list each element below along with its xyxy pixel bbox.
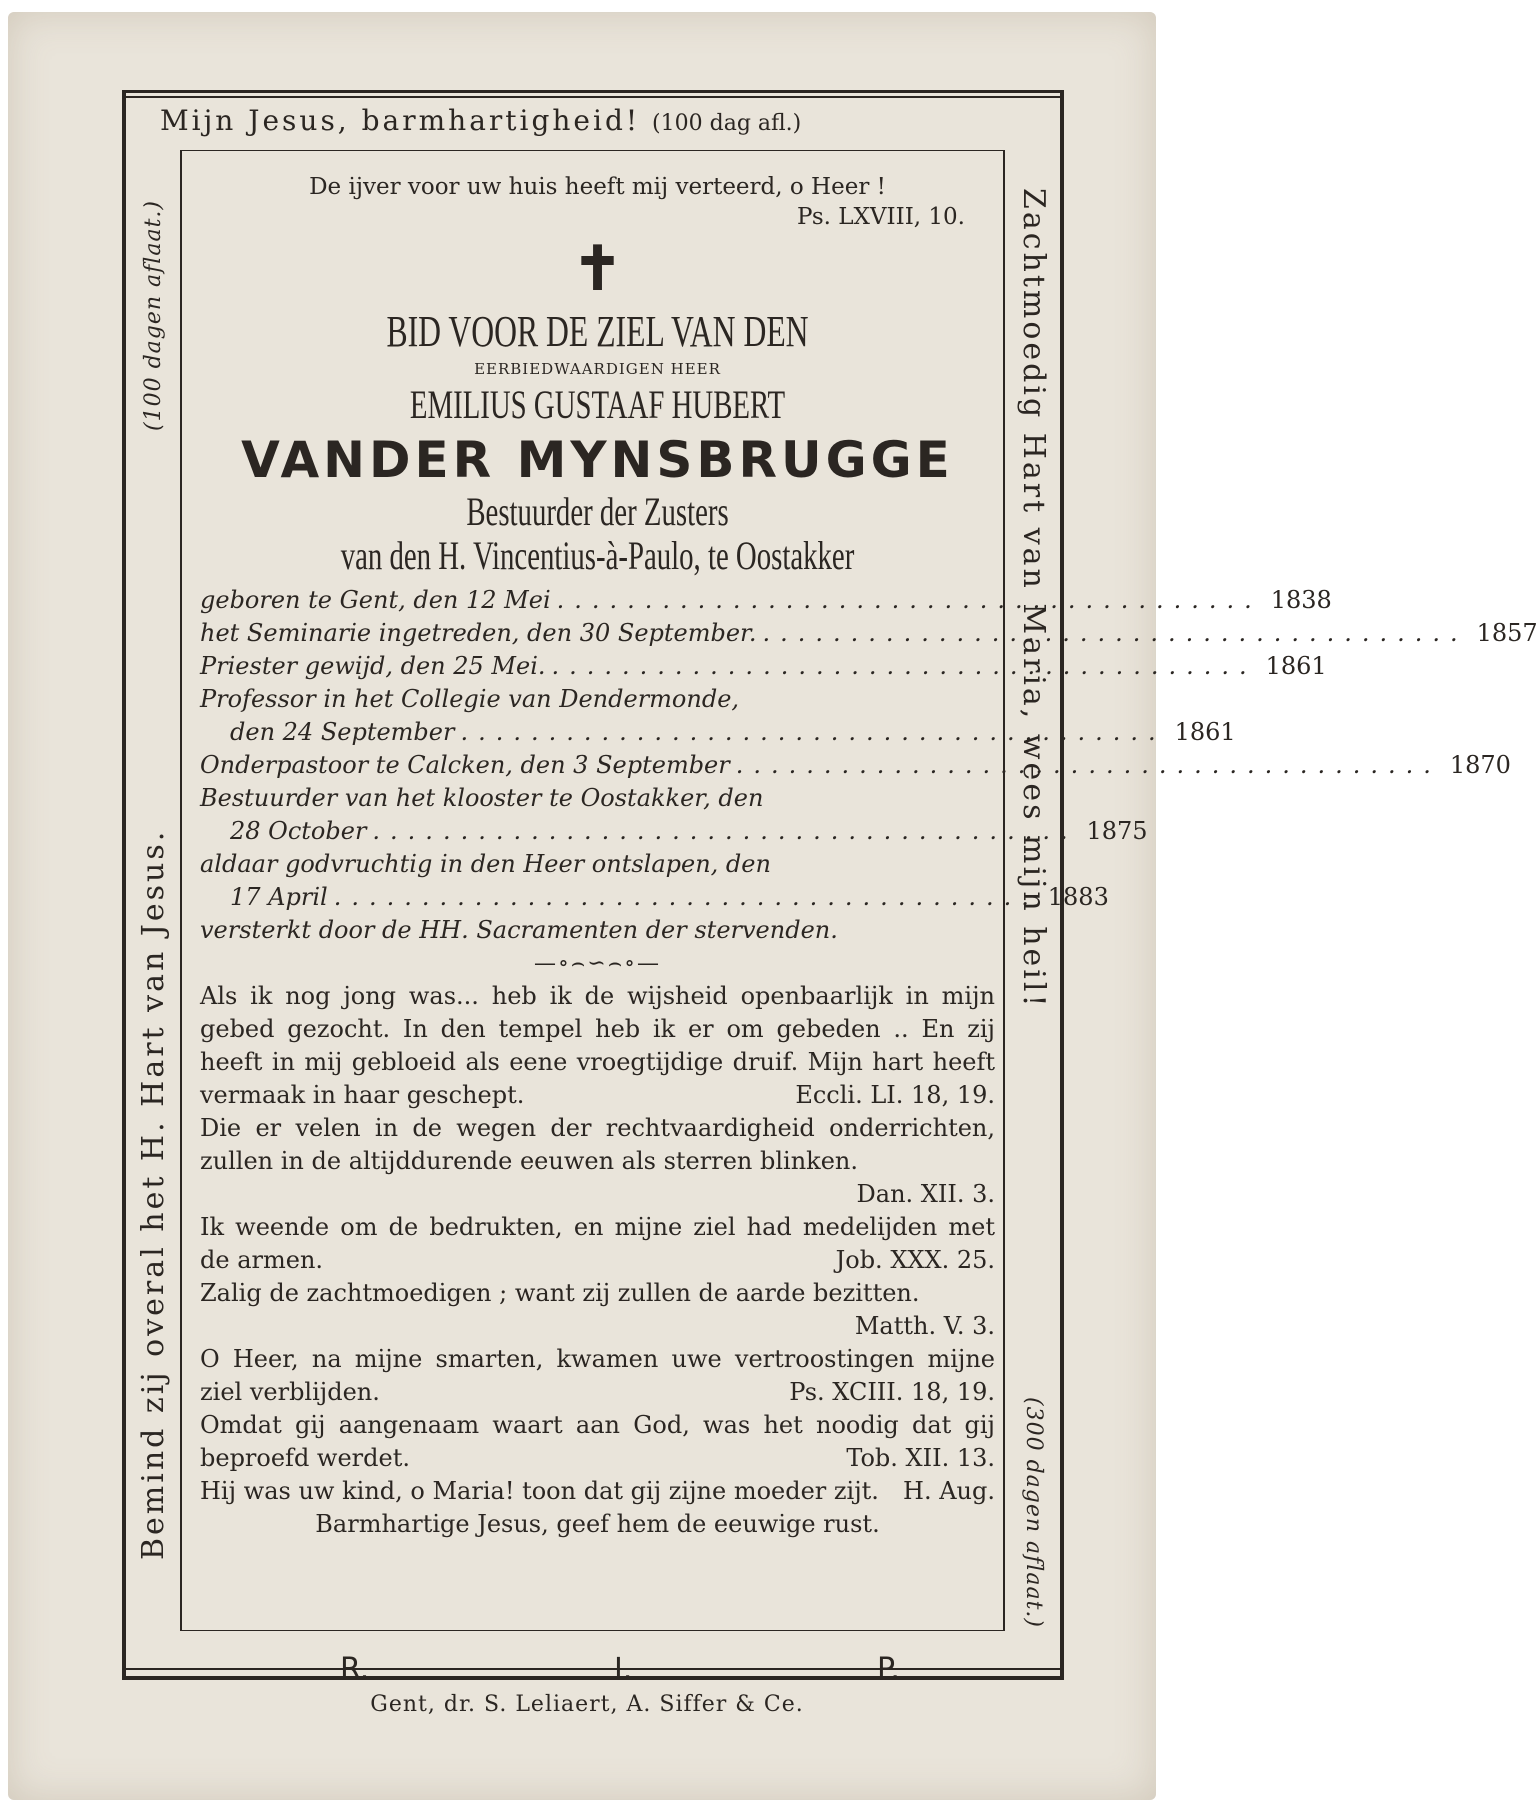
verse-text: O Heer, na mijne smarten, kwamen uwe vertroostingen mijne ziel verblijden.: [200, 1345, 995, 1406]
rip-i: I.: [613, 1652, 633, 1687]
life-events: [200, 584, 1538, 947]
event-row: [200, 617, 1538, 650]
frame-top-inner: [122, 96, 1064, 98]
heading-name2: VANDER MYNSBRUGGE: [241, 431, 954, 489]
event-text: versterkt door de HH. Sacramenten der stervenden.: [200, 916, 838, 944]
heading-line2: EERBIEDWAARDIGEN HEER: [474, 360, 721, 378]
frame-left-text: [132, 200, 176, 1560]
frame-right-note: (300 dagen aflaat.): [1021, 1397, 1046, 1628]
event-row: [200, 914, 995, 947]
verse-ref: Ps. XCIII. 18, 19.: [789, 1378, 995, 1406]
event-year: 1861: [1174, 718, 1236, 746]
event-year: 1838: [1270, 586, 1332, 614]
event-leader: ........................................: [551, 652, 1257, 680]
event-year: 1875: [1086, 817, 1148, 845]
verse-ref: Job. XXX. 25.: [835, 1246, 995, 1274]
event-row: [200, 815, 1148, 848]
event-text: Priester gewijd, den 25 Mei.: [200, 652, 546, 680]
verse-text: Hij was uw kind, o Maria! toon dat gij zijne moeder zijt.: [200, 1477, 879, 1505]
verse-ref: H. Aug.: [903, 1477, 995, 1505]
verse: [200, 1409, 995, 1475]
frame-left-note: (100 dagen aflaat.): [141, 200, 166, 431]
heading-title2: van den H. Vincentius-à-Paulo, te Oostakker: [340, 533, 855, 578]
epigraph-text: De ijver voor uw huis heeft mij verteerd, o Heer !: [309, 174, 886, 200]
event-text: het Seminarie ingetreden, den 30 September.: [200, 619, 757, 647]
event-row: [200, 782, 995, 815]
verse: [200, 980, 995, 1112]
frame-left-label: Bemind zij overal het H. Hart van Jesus.: [136, 828, 171, 1560]
event-leader: ........................................: [333, 883, 1039, 911]
event-row: [200, 848, 995, 881]
heading-line1: BID VOOR DE ZIEL VAN DEN: [386, 307, 809, 356]
heading-name1: EMILIUS GUSTAAF HUBERT: [409, 382, 786, 427]
frame-top-label: Mijn Jesus, barmhartigheid!: [160, 104, 641, 137]
event-row: [200, 650, 1327, 683]
event-text: aldaar godvruchtig in den Heer ontslapen, den: [200, 850, 771, 878]
cross-icon: ✝: [572, 234, 623, 304]
event-row: [200, 881, 1109, 914]
epigraph: [200, 172, 995, 232]
event-text: 17 April: [230, 883, 328, 911]
frame-right-label: Zachtmoedig Hart van Maria, wees mijn heil!: [1016, 188, 1051, 1010]
verse-ref: Matth. V. 3.: [854, 1312, 995, 1340]
event-text: Professor in het Collegie van Dendermonde,: [200, 685, 740, 713]
verse-text: Omdat gij aangenaam waart aan God, was het noodig dat gij beproefd werdet.: [200, 1411, 995, 1472]
event-text: Onderpastoor te Calcken, den 3 September: [200, 751, 730, 779]
event-text: geboren te Gent, den 12 Mei: [200, 586, 551, 614]
event-row: [200, 749, 1511, 782]
event-year: 1883: [1047, 883, 1109, 911]
verse: [200, 1475, 995, 1508]
event-row: [200, 584, 1332, 617]
event-year: 1870: [1449, 751, 1511, 779]
rip-line: [340, 1652, 900, 1687]
event-leader: ........................................: [556, 586, 1262, 614]
verse-ref: Dan. XII. 3.: [856, 1180, 995, 1208]
verse: [200, 1277, 995, 1340]
ornament-divider: —∘⌢∽⌢∘—: [534, 951, 661, 976]
event-row: [200, 716, 1236, 749]
frame-left-inner: [180, 150, 182, 1630]
frame-content-top: [180, 150, 1005, 151]
frame-left-outer: [122, 90, 126, 1680]
event-year: 1861: [1265, 652, 1327, 680]
frame-content-bottom: [180, 1630, 1005, 1631]
verse-ref: Eccli. LI. 18, 19.: [795, 1081, 995, 1109]
event-leader: ........................................: [762, 619, 1468, 647]
rip-r: R.: [340, 1652, 370, 1687]
event-year: 1857: [1476, 619, 1538, 647]
verse-text: Als ik nog jong was... heb ik de wijsheid openbaarlijk in mijn gebed gezocht. In den tempel heb ik er om gebeden .. En zij heeft in mij gebloeid als eene vroegtijdige druif. Mijn hart heeft vermaak in haar geschept.: [200, 982, 995, 1109]
verse-text: Die er velen in de wegen der rechtvaardigheid onderrichten, zullen in de altijddurende eeuwen als sterren blinken.: [200, 1114, 995, 1175]
frame-top-text: [160, 104, 1040, 148]
scripture-verses: [200, 980, 995, 1541]
verse: [200, 1112, 995, 1208]
event-row: [200, 683, 995, 716]
event-leader: ........................................: [460, 718, 1166, 746]
heading-title1: Bestuurder der Zusters: [466, 489, 729, 534]
verse-ref: Tob. XII. 13.: [846, 1444, 995, 1472]
printer-imprint: Gent, dr. S. Leliaert, A. Siffer & Ce.: [370, 1692, 804, 1717]
event-leader: ........................................: [735, 751, 1441, 779]
closing-prayer: Barmhartige Jesus, geef hem de eeuwige rust.: [315, 1510, 880, 1538]
verse: [200, 1343, 995, 1409]
event-text: Bestuurder van het klooster te Oostakker, den: [200, 784, 764, 812]
verse-text: Zalig de zachtmoedigen ; want zij zullen de aarde bezitten.: [200, 1279, 920, 1307]
event-text: den 24 September: [230, 718, 455, 746]
verse-text: Ik weende om de bedrukten, en mijne ziel had medelijden met de armen.: [200, 1213, 995, 1274]
verse: [200, 1211, 995, 1277]
event-leader: ........................................: [372, 817, 1078, 845]
epigraph-ref: Ps. LXVIII, 10.: [797, 204, 965, 230]
rip-p: P.: [877, 1652, 900, 1687]
event-text: 28 October: [230, 817, 367, 845]
frame-top-note: (100 dag afl.): [652, 111, 802, 136]
frame-top-outer: [122, 90, 1064, 93]
